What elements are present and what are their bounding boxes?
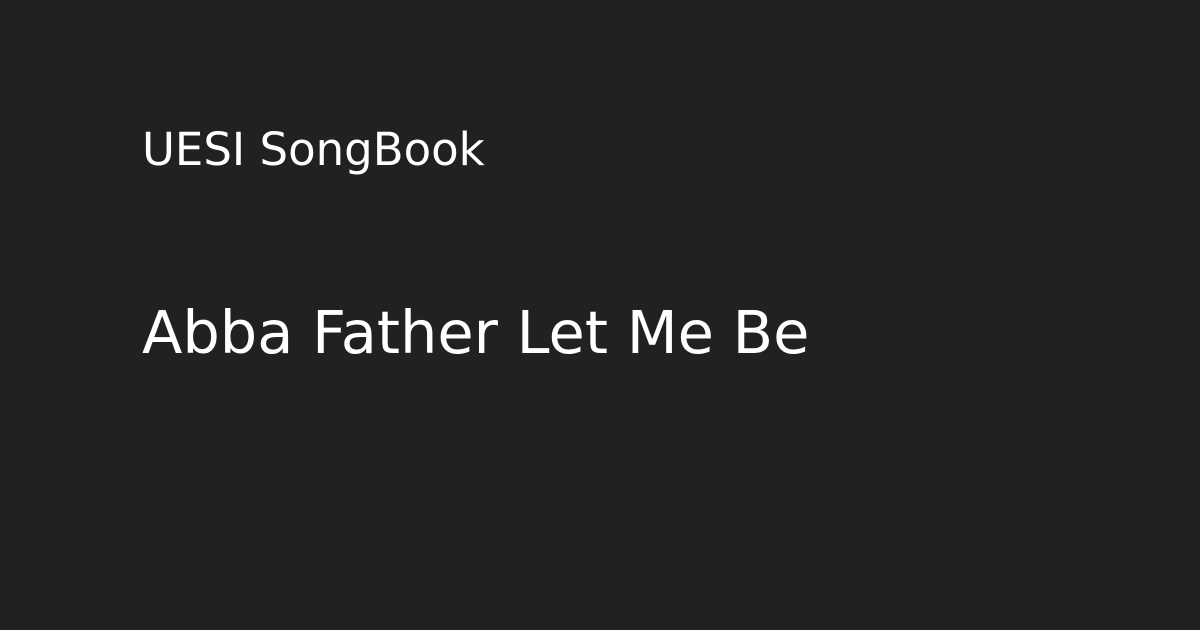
song-title: Abba Father Let Me Be [142, 298, 810, 367]
site-name: UESI SongBook [142, 123, 485, 176]
